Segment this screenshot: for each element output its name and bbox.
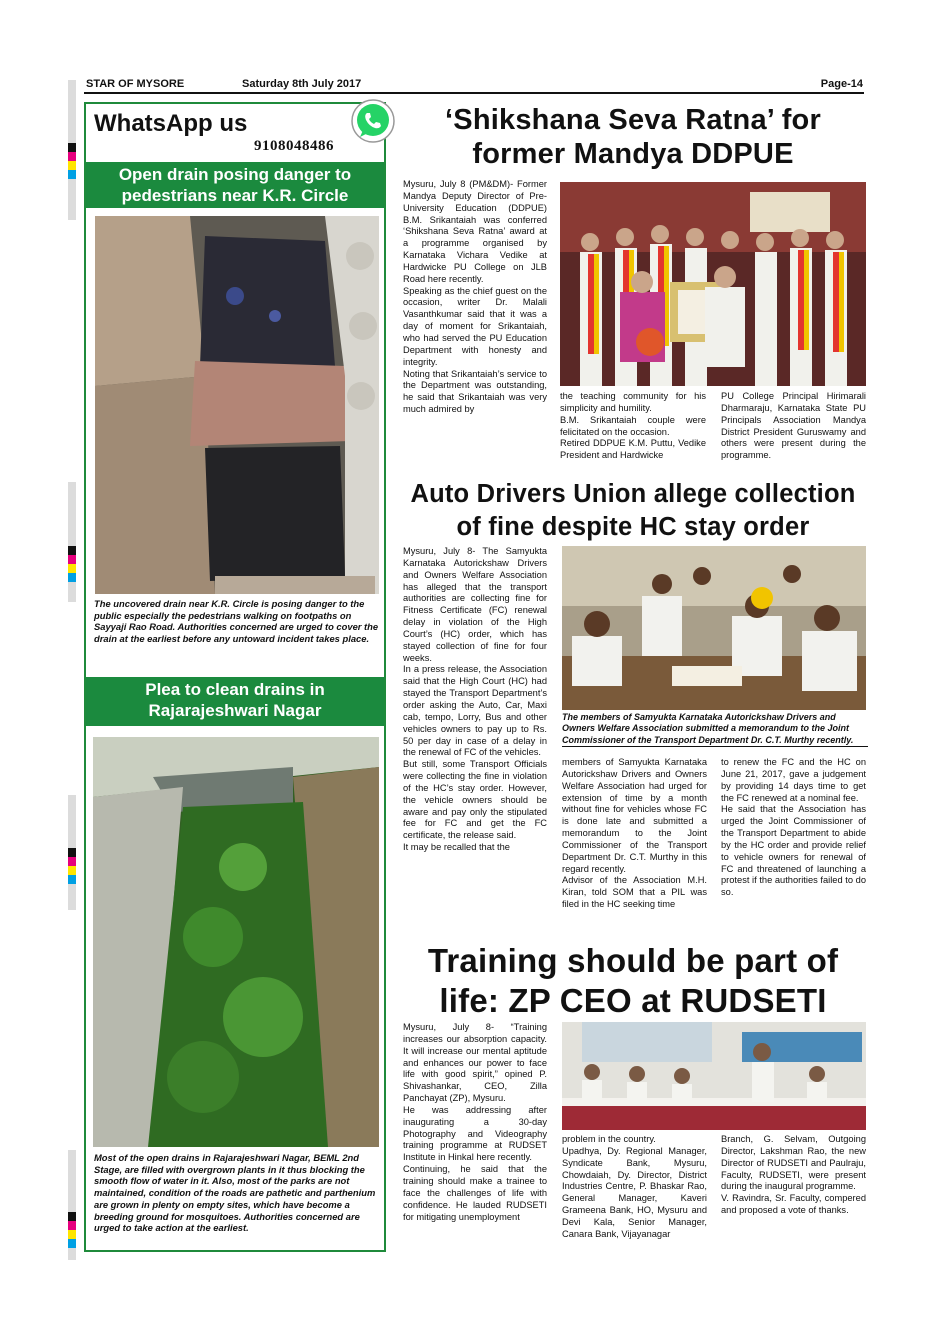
article1-col2: the teaching community for his simplicity and humility. B.M. Srikantaiah couple were felicitated on the occasion. Retired DDPUE K.M. Puttu, Vedike President and Hardwicke (560, 391, 706, 461)
registration-mark (68, 1212, 76, 1248)
article3-col1: Mysuru, July 8- “Training increases our absorption capacity. It will increase our mental aptitude and enhances our power to face life with good spirit,” opined P. Shivashankar, CEO, Zilla Panchayat (ZP), Mysuru. He was addressing after inaugurating a 30-day Photography and Videography training programme at RUDSET Institute in Hinkal here recently. Continuing, he said that the training should make a trainee to face the challenges of life with confidence. He lauded RUDSETI for mitigating unemployment (403, 1022, 547, 1222)
whatsapp-number: 9108048486 (254, 138, 334, 154)
story-headline-open-drain: Open drain posing danger to pedestrians near K.R. Circle (86, 162, 384, 208)
issue-date: Saturday 8th July 2017 (242, 78, 362, 90)
article2-col2: members of Samyukta Karnataka Autorickshaw Drivers and Owners Welfare Association had urged for extension of time by a month without fine for vehicles whose FC is done late and submitted a memorandum to the Joint Commissioner of the Transport Department Dr. C.T. Murthy in this regard recently. Advisor of the Association M.H. Kiran, told SOM that a PIL was filed in the HC seeking time (562, 757, 707, 910)
margin-strip (68, 482, 76, 602)
article3-col2: problem in the country. Upadhya, Dy. Regional Manager, Syndicate Bank, Mysuru, Chowdaiah, Dy. Director, District Industries Centre, P. Bhaskar Rao, General Manager, Kaveri Grameena Bank, HO, Mysuru and Devi Kala, Senior Manager, Canara Bank, Vijayanagar (562, 1134, 707, 1239)
page-number: Page-14 (820, 78, 863, 90)
drain-photo-rajarajeshwari (93, 737, 379, 1147)
article1-col1: Mysuru, July 8 (PM&DM)- Former Mandya Deputy Director of Pre-University Education (DDPUE) B.M. Srikantaiah was conferred ‘Shikshana Seva Ratna’ award at a programme organised by Karnataka Vichara Vedike at Hardwicke PU College on JLB Road here recently. Speaking as the chief guest on the occasion, writer Dr. Malali Vasanthkumar said that it was a day of moment for Srikantaiah, who had served the PU Education Department with honesty and integrity. Noting that Srikantaiah’s service to the Department was outstanding, he said that Srikantaiah was very much admired by (403, 179, 547, 415)
whatsapp-icon (350, 98, 396, 144)
article2-col3: to renew the FC and the HC on June 21, 2017, gave a judgement by providing 14 days time to get the FC renewed at a nominal fee. He said that the Association has urged the Joint Commissioner of the Transport Department to abide by the HC order and provide relief to vehicle owners for renewal of FC and threatened of launching a protest if the authorities failed to do so. (721, 757, 866, 898)
headline-shikshana-seva-ratna: ‘Shikshana Seva Ratna’ for former Mandya DDPUE (445, 104, 821, 170)
caption-rajarajeshwari: Most of the open drains in Rajarajeshwari Nagar, BEML 2nd Stage, are filled with overgrown plants in it thus blocking the smooth flow of water in it. Also, most of the parks are not maintained, condition of the roads are pathetic and parthenium are grown in plenty on empty sites, which have become a breeding ground for mosquitoes. Authorities concerned are urged to take action at the earliest. (94, 1152, 376, 1234)
drain-photo-kr-circle (95, 216, 379, 594)
caption-rule (562, 746, 868, 747)
header-rule (84, 92, 864, 94)
rudseti-inauguration-photo (562, 1022, 866, 1130)
headline-auto-drivers: Auto Drivers Union allege collection of fine despite HC stay order (410, 480, 856, 541)
story-headline-rajarajeshwari: Plea to clean drains in Rajarajeshwari Nagar (86, 677, 384, 726)
whatsapp-label: WhatsApp us (94, 110, 248, 137)
paper-name: STAR OF MYSORE (86, 78, 185, 90)
article3-col3: Branch, G. Selvam, Outgoing Director, Lakshman Rao, the new Director of RUDSETI and Paulraju, Faculty, RUDSETI, were present during the inaugural programme. V. Ravindra, Sr. Faculty, compered and proposed a vote of thanks. (721, 1134, 866, 1216)
memorandum-caption: The members of Samyukta Karnataka Autorickshaw Drivers and Owners Welfare Association submitted a memorandum to the Joint Commissioner of the Transport Department Dr. C.T. Murthy recently. (562, 712, 854, 745)
award-ceremony-photo (560, 182, 866, 386)
memorandum-photo (562, 546, 866, 710)
article1-col3: PU College Principal Hirimarali Dharmaraju, Karnataka State PU Principals Association Mandya District President Guruswamy and others were present during the programme. (721, 391, 866, 461)
caption-open-drain: The uncovered drain near K.R. Circle is posing danger to the public especially the pedestrians walking on footpaths on Sayyaji Rao Road. Authorities concerned are urged to cover the drain at the earliest before any untoward incident takes place. (94, 598, 379, 645)
registration-mark (68, 546, 76, 582)
headline-training-rudseti: Training should be part of life: ZP CEO at RUDSETI (427, 942, 839, 1019)
registration-mark (68, 848, 76, 884)
article2-col1: Mysuru, July 8- The Samyukta Karnataka Autorickshaw Drivers and Owners Welfare Association has alleged that the transport authorities are collecting fine for Fitness Certificate (FC) renewal delay in violation of the High Court’s (HC) order, which has stayed collection of fine for four weeks. In a press release, the Association said that the High Court (HC) had stayed the Transport Department’s order asking the Auto, Car, Maxi cab, tempo, Lorry, Bus and other vehicles owners to pay up to Rs. 50 per day in case of a delay in the renewal of FC of the vehicles. But still, some Transport Officials were collecting the fine in violation of the HC’s stay order. However, the vehicle owners should be aware and pay only the stipulated fee for FC and get the FC certificate, the release said. It may be recalled that the (403, 546, 547, 853)
registration-mark (68, 143, 76, 179)
